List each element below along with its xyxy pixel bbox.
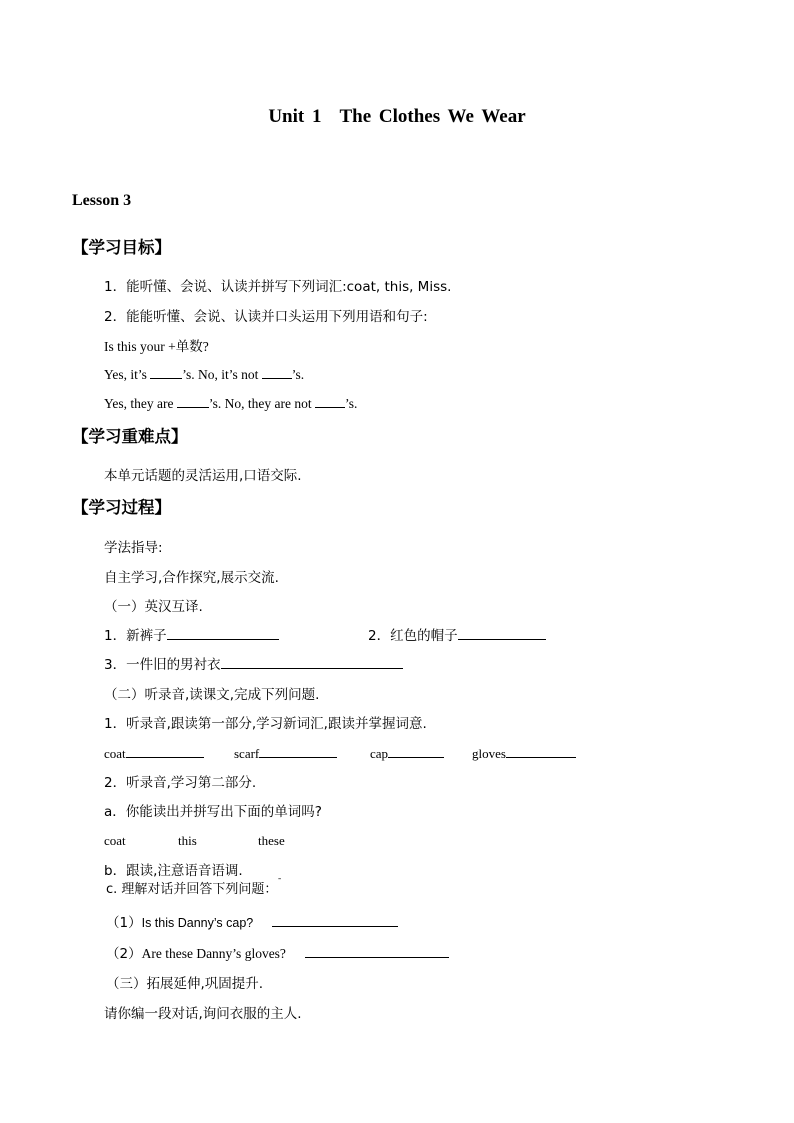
question-c2-number: （2）: [106, 946, 142, 962]
pattern-3-part-c: ’s.: [344, 396, 358, 411]
question-c2-text: Are these Danny’s gloves?: [141, 946, 286, 961]
read-word-this: this: [178, 833, 197, 848]
process-heading: 【学习过程】: [72, 498, 171, 517]
word-label: scarf: [234, 746, 260, 761]
read-word-coat: coat: [104, 833, 126, 848]
part-2-c-label: c. 理解对话并回答下列问题：: [106, 882, 278, 897]
answer-blank[interactable]: [259, 745, 337, 758]
answer-blank[interactable]: [305, 945, 449, 958]
key-points-heading: 【学习重难点】: [72, 427, 188, 446]
unit-name: The Clothes We Wear: [339, 106, 526, 127]
part-3-text: 请你编一段对话,询问衣服的主人.: [104, 1006, 302, 1022]
translation-q1-label: 1．新裤子: [104, 628, 167, 644]
translation-q3: [104, 653, 403, 673]
question-c1-number: （1）: [106, 915, 142, 931]
part-2-title: （二）听录音,读课文,完成下列问题.: [104, 687, 320, 703]
read-word-these: these: [258, 833, 285, 848]
vocab-coat: [104, 745, 204, 762]
sentence-pattern-3: [104, 395, 357, 412]
word-label: coat: [104, 746, 126, 761]
vocab-scarf: [234, 745, 337, 762]
pattern-3-part-b: ’s. No, they are not: [208, 396, 312, 411]
answer-blank[interactable]: [272, 914, 398, 927]
sentence-pattern-2: [104, 366, 304, 383]
word-label: gloves: [472, 746, 506, 761]
sentence-pattern-1: Is this your +单数?: [104, 339, 209, 354]
answer-blank[interactable]: [262, 366, 292, 379]
translation-q2: [368, 624, 546, 644]
vocab-gloves: [472, 745, 576, 762]
translation-q3-label: 3．一件旧的男衬衣: [104, 657, 221, 673]
objective-item-2: 2．能能听懂、会说、认读并口头运用下列用语和句子:: [104, 309, 428, 325]
answer-blank[interactable]: [506, 745, 576, 758]
vocab-cap: [370, 745, 444, 762]
part-2-q2: 2．听录音,学习第二部分.: [104, 775, 257, 791]
question-c2: [106, 942, 449, 962]
part-2-q1: 1．听录音,跟读第一部分,学习新词汇,跟读并掌握词意.: [104, 716, 427, 732]
objective-item-1: 1．能听懂、会说、认读并拼写下列词汇:coat, this, Miss.: [104, 279, 452, 295]
part-2-a: a．你能读出并拼写出下面的单词吗?: [104, 804, 322, 820]
objectives-heading: 【学习目标】: [72, 238, 171, 257]
translation-q1: [104, 624, 279, 644]
pattern-2-part-b: ’s. No, it’s not: [182, 367, 259, 382]
part-2-b: b．跟读,注意语音语调.: [104, 863, 243, 879]
lesson-heading: Lesson 3: [72, 192, 132, 209]
translation-q2-label: 2．红色的帽子: [368, 628, 458, 644]
answer-blank[interactable]: [221, 656, 403, 669]
answer-blank[interactable]: [315, 395, 345, 408]
part-3-title: （三）拓展延伸,巩固提升.: [106, 976, 264, 992]
answer-blank[interactable]: [167, 627, 279, 640]
answer-blank[interactable]: [177, 395, 209, 408]
pattern-3-part-a: Yes, they are: [104, 396, 174, 411]
pattern-2-part-c: ’s.: [291, 367, 305, 382]
method-text: 自主学习,合作探究,展示交流.: [104, 570, 279, 586]
method-label: 学法指导:: [104, 540, 163, 556]
answer-blank[interactable]: [388, 745, 444, 758]
part-2-c: [106, 878, 282, 897]
question-c1-text: Is this Danny’s cap?: [141, 916, 254, 930]
word-label: cap: [370, 746, 389, 761]
question-c1: [106, 911, 398, 931]
answer-blank[interactable]: [458, 627, 546, 640]
page-title: [0, 106, 794, 128]
mark-glyph: ¯: [277, 878, 282, 888]
answer-blank[interactable]: [126, 745, 204, 758]
part-1-title: （一）英汉互译.: [104, 599, 203, 615]
answer-blank[interactable]: [150, 366, 182, 379]
key-points-text: 本单元话题的灵活运用,口语交际.: [104, 468, 302, 484]
unit-label: Unit 1: [268, 106, 322, 127]
pattern-2-part-a: Yes, it’s: [104, 367, 147, 382]
